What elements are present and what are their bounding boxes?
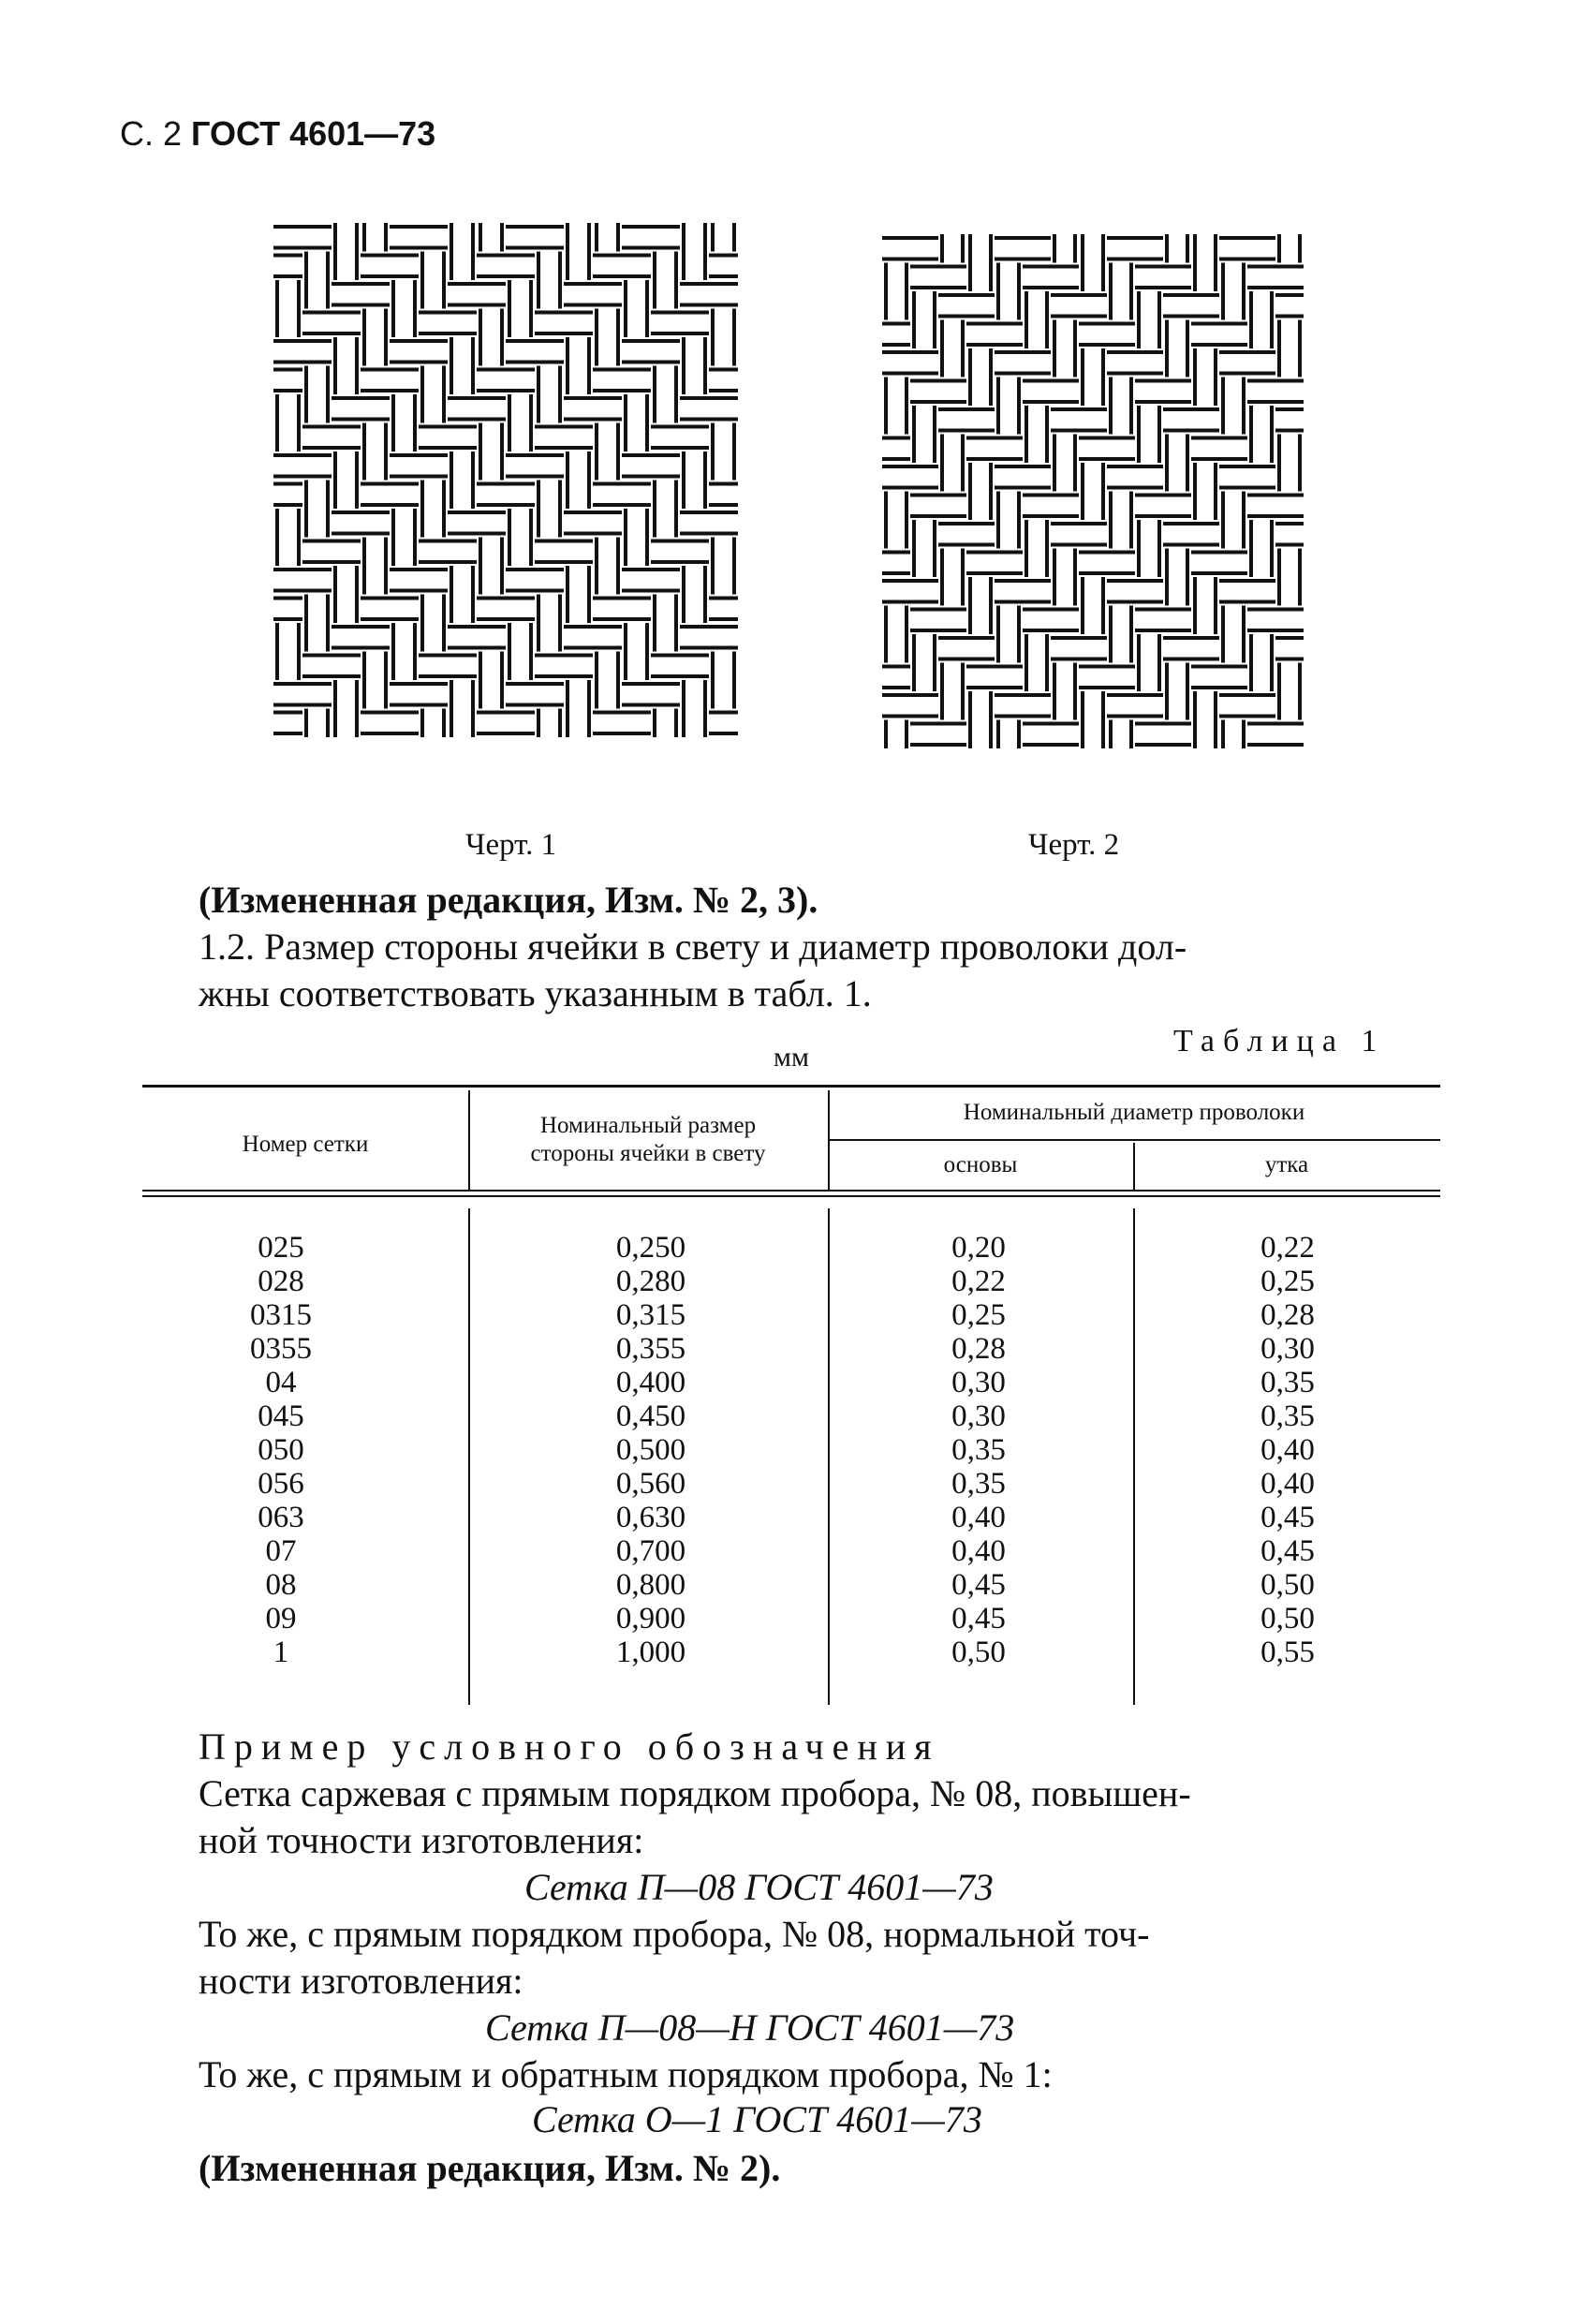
table-unit: мм	[774, 1042, 809, 1073]
page-header	[120, 114, 435, 154]
column-opening: 0,250 0,280 0,315 0,355 0,400 0,450 0,500 0,560 0,630 0,700 0,800 0,900 1,000	[615, 1231, 686, 1669]
figure-1-caption: Черт. 1	[465, 828, 557, 862]
table-vline-3-body	[1133, 1208, 1135, 1705]
header-weft: утка	[1264, 1152, 1309, 1177]
example-designation-3: Сетка О—1 ГОСТ 4601—73	[532, 2098, 982, 2140]
column-warp: 0,20 0,22 0,25 0,28 0,30 0,30 0,35 0,35 0,40 0,40 0,45 0,45 0,50	[951, 1231, 1006, 1669]
table-vline-1-header	[468, 1090, 470, 1190]
weave-pattern-2	[882, 234, 1304, 748]
example-p1-line2: ной точности изготовления:	[199, 1819, 644, 1861]
amendment-note-1: (Измененная редакция, Изм. № 2, 3).	[199, 879, 818, 921]
table-title: Таблица 1	[1173, 1024, 1386, 1058]
example-p3: То же, с прямым и обратным порядком пробора, № 1:	[199, 2053, 1053, 2095]
table-vline-2-body	[828, 1208, 830, 1705]
header-warp: основы	[943, 1152, 1018, 1177]
table-vline-1-body	[468, 1208, 470, 1705]
column-mesh-number: 025 028 0315 0355 04 045 050 056 063 07 08 09 1	[250, 1231, 312, 1669]
page-number: С. 2	[120, 114, 183, 153]
clause-1-2-line2: жны соответствовать указанным в табл. 1.	[199, 972, 872, 1014]
weave-pattern-1	[273, 223, 738, 737]
table-header-rule-2	[142, 1195, 1440, 1197]
example-designation-1: Сетка П—08 ГОСТ 4601—73	[524, 1866, 994, 1908]
example-p2-line1: То же, с прямым порядком пробора, № 08, нормальной точ-	[199, 1913, 1150, 1955]
figure-2-caption: Черт. 2	[1028, 828, 1120, 862]
table-header-rule-1	[142, 1190, 1440, 1192]
header-mesh-number: Номер сетки	[242, 1132, 369, 1157]
table-subheader-rule	[828, 1139, 1440, 1141]
example-p2-line2: ности изготовления:	[199, 1960, 523, 2002]
table-top-rule	[142, 1085, 1440, 1088]
example-p1-line1: Сетка саржевая с прямым порядком пробора, № 08, повышен-	[199, 1772, 1191, 1814]
figure-2-weave	[880, 232, 1309, 753]
clause-1-2-line1: 1.2. Размер стороны ячейки в свету и диаметр проволоки дол-	[199, 925, 1187, 968]
example-designation-2: Сетка П—08—Н ГОСТ 4601—73	[485, 2006, 1015, 2049]
header-diameter: Номинальный диаметр проволоки	[963, 1100, 1305, 1125]
example-heading: Пример условного обозначения	[199, 1725, 940, 1768]
figure-1-weave	[272, 221, 751, 746]
amendment-note-2: (Измененная редакция, Изм. № 2).	[199, 2147, 781, 2189]
standard-number: ГОСТ 4601—73	[191, 114, 436, 153]
column-weft: 0,22 0,25 0,28 0,30 0,35 0,35 0,40 0,40 0,45 0,45 0,50 0,50 0,55	[1260, 1231, 1315, 1669]
header-opening-line1: Номинальный размер	[539, 1113, 757, 1138]
header-opening-line2: стороны ячейки в свету	[530, 1141, 766, 1166]
